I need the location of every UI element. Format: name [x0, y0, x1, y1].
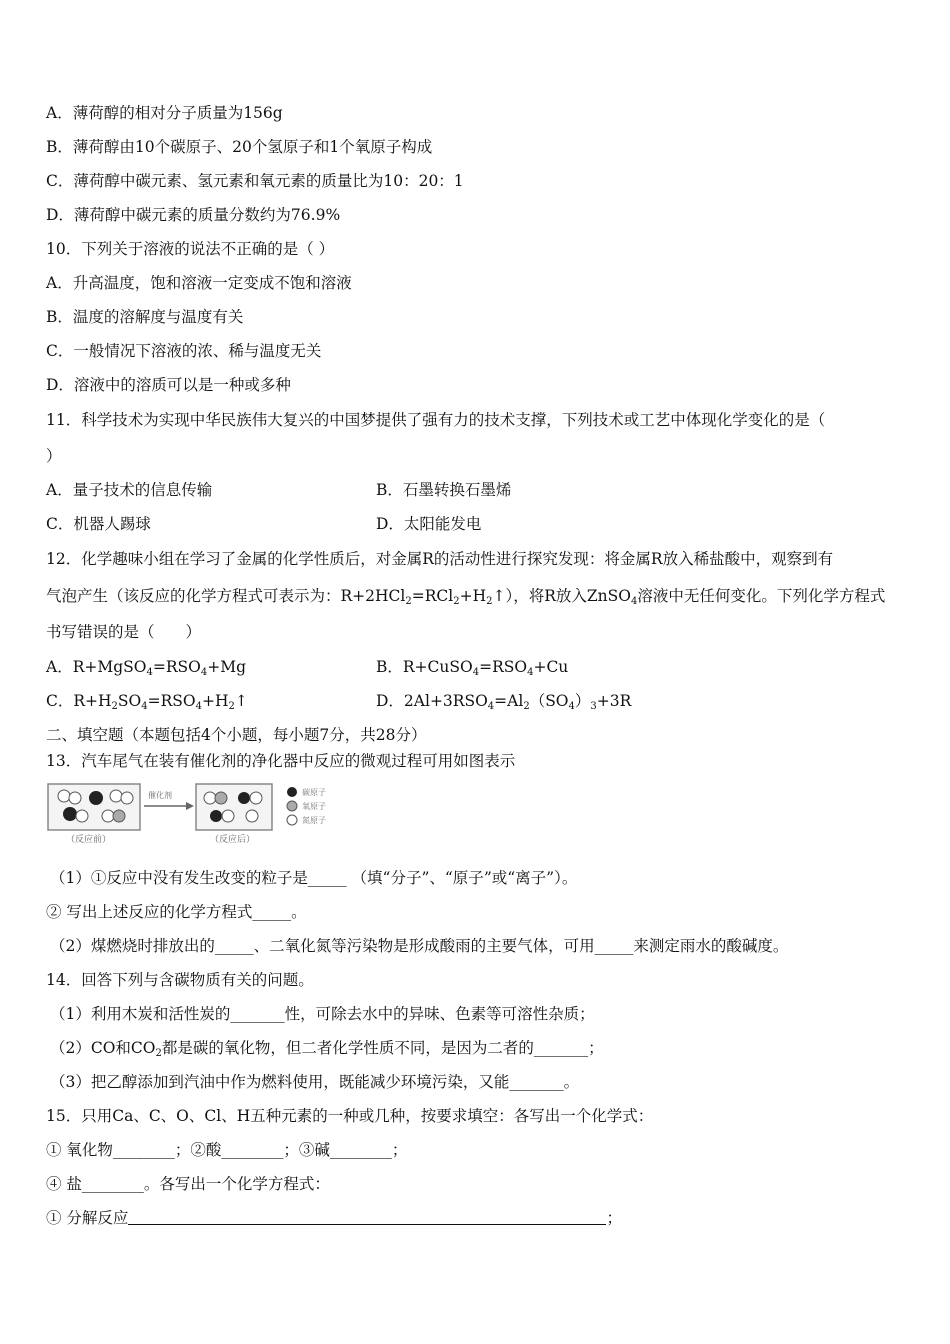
q11-option-c: C．机器人踢球	[46, 515, 151, 533]
fig-label-before: （反应前）	[66, 835, 112, 845]
q9-option-a: A．薄荷醇的相对分子质量为156g	[46, 104, 283, 122]
q15-decomposition: ① 分解反应 ；	[46, 1209, 622, 1227]
fig-catalyst-label: 催化剂	[148, 791, 172, 800]
molecule-atom	[121, 792, 133, 804]
molecule-atom	[222, 810, 234, 822]
q10-option-c: C．一般情况下溶液的浓、稀与温度无关	[46, 342, 322, 360]
q13-part1: （1）①反应中没有发生改变的粒子是_____ （填“分子”、“原子”或“离子”）。	[50, 869, 578, 887]
q14-stem: 14．回答下列与含碳物质有关的问题。	[46, 971, 314, 989]
q12-option-b: B．$R+CuSO_4=RSO_4+Cu$	[376, 658, 569, 678]
molecule-atom	[69, 792, 81, 804]
q11-stem-cont: ）	[46, 447, 62, 465]
q10-option-a: A．升高温度，饱和溶液一定变成不饱和溶液	[46, 274, 352, 292]
molecule-atom	[63, 807, 77, 821]
legend-oxygen-swatch	[287, 801, 297, 811]
molecule-atom	[246, 810, 258, 822]
q9-option-b: B．薄荷醇由10个碳原子、20个氢原子和1个氧原子构成	[46, 138, 433, 156]
answer-blank	[128, 1210, 606, 1225]
legend-oxygen: 氧原子	[302, 802, 326, 811]
legend-nitrogen: 氮原子	[302, 816, 326, 825]
molecule-atom	[102, 810, 114, 822]
q11-option-b: B．石墨转换石墨烯	[376, 481, 512, 499]
molecule-atom	[215, 792, 227, 804]
molecule-atom	[113, 810, 125, 822]
molecule-atom	[89, 791, 103, 805]
molecule-atom	[58, 790, 70, 802]
molecule-atom	[204, 792, 216, 804]
q10-option-d: D．溶液中的溶质可以是一种或多种	[46, 376, 291, 394]
molecule-atom	[238, 792, 250, 804]
q12-option-d: D．$2Al+3RSO_4=Al_2(SO_4)_3+3R$	[376, 692, 632, 712]
q15-formulas-1: ① 氧化物________；②酸________；③碱________；	[46, 1141, 408, 1159]
q11-stem: 11．科学技术为实现中华民族伟大复兴的中国梦提供了强有力的技术支撑，下列技术或工艺中体现化学变化的是（	[46, 411, 826, 429]
molecule-atom	[76, 810, 88, 822]
legend-carbon-swatch	[287, 787, 297, 797]
q12-stem-end: 书写错误的是（ ）	[46, 623, 202, 641]
q14-part2: （2）CO和$CO_2$都是碳的氧化物，但二者化学性质不同，是因为二者的_______；	[50, 1039, 604, 1059]
q13-stem: 13．汽车尾气在装有催化剂的净化器中反应的微观过程可用如图表示	[46, 752, 516, 770]
legend-carbon: 碳原子	[302, 788, 326, 797]
q9-option-c: C．薄荷醇中碳元素、氢元素和氧元素的质量比为10：20：1	[46, 172, 464, 190]
q15-formulas-2: ④ 盐________。各写出一个化学方程式：	[46, 1175, 330, 1193]
molecule-atom	[210, 810, 222, 822]
q14-part3: （3）把乙醇添加到汽油中作为燃料使用，既能减少环境污染，又能_______。	[50, 1073, 580, 1091]
q13-reaction-diagram	[46, 780, 366, 846]
molecule-atom	[110, 790, 122, 802]
q9-option-d: D．薄荷醇中碳元素的质量分数约为76.9%	[46, 206, 341, 224]
fig-label-after: （反应后）	[210, 835, 256, 845]
legend-nitrogen-swatch	[287, 815, 297, 825]
q12-stem: 12．化学趣味小组在学习了金属的化学性质后，对金属R的活动性进行探究发现：将金属R放入稀盐酸中，观察到有	[46, 550, 834, 568]
q11-option-a: A．量子技术的信息传输	[46, 481, 213, 499]
q13-part2: （2）煤燃烧时排放出的_____、二氧化氮等污染物是形成酸雨的主要气体，可用_____来测定雨水的酸碱度。	[50, 937, 789, 955]
q12-stem-equation: 气泡产生（该反应的化学方程式可表示为：$R+2HCl_2=RCl_2+H_2↑$），将R放入ZnSO$_4$溶液中无任何变化。下列化学方程式	[46, 587, 886, 607]
q12-option-c: C．$R+H_2SO_4=RSO_4+H_2↑$	[46, 692, 248, 712]
q15-stem: 15．只用Ca、C、O、Cl、H五种元素的一种或几种，按要求填空：各写出一个化学式：	[46, 1107, 654, 1125]
q14-part1: （1）利用木炭和活性炭的_______性，可除去水中的异味、色素等可溶性杂质；	[50, 1005, 595, 1023]
q13-part1-equation: ② 写出上述反应的化学方程式_____。	[46, 903, 307, 921]
q10-option-b: B．温度的溶解度与温度有关	[46, 308, 244, 326]
molecule-atom	[250, 792, 262, 804]
q12-option-a: A．$R+MgSO_4=RSO_4+Mg$	[46, 658, 246, 678]
q10-stem: 10．下列关于溶液的说法不正确的是（ ）	[46, 240, 335, 258]
q11-option-d: D．太阳能发电	[376, 515, 482, 533]
section-heading-fill-in: 二、填空题（本题包括4个小题，每小题7分，共28分）	[46, 726, 427, 744]
